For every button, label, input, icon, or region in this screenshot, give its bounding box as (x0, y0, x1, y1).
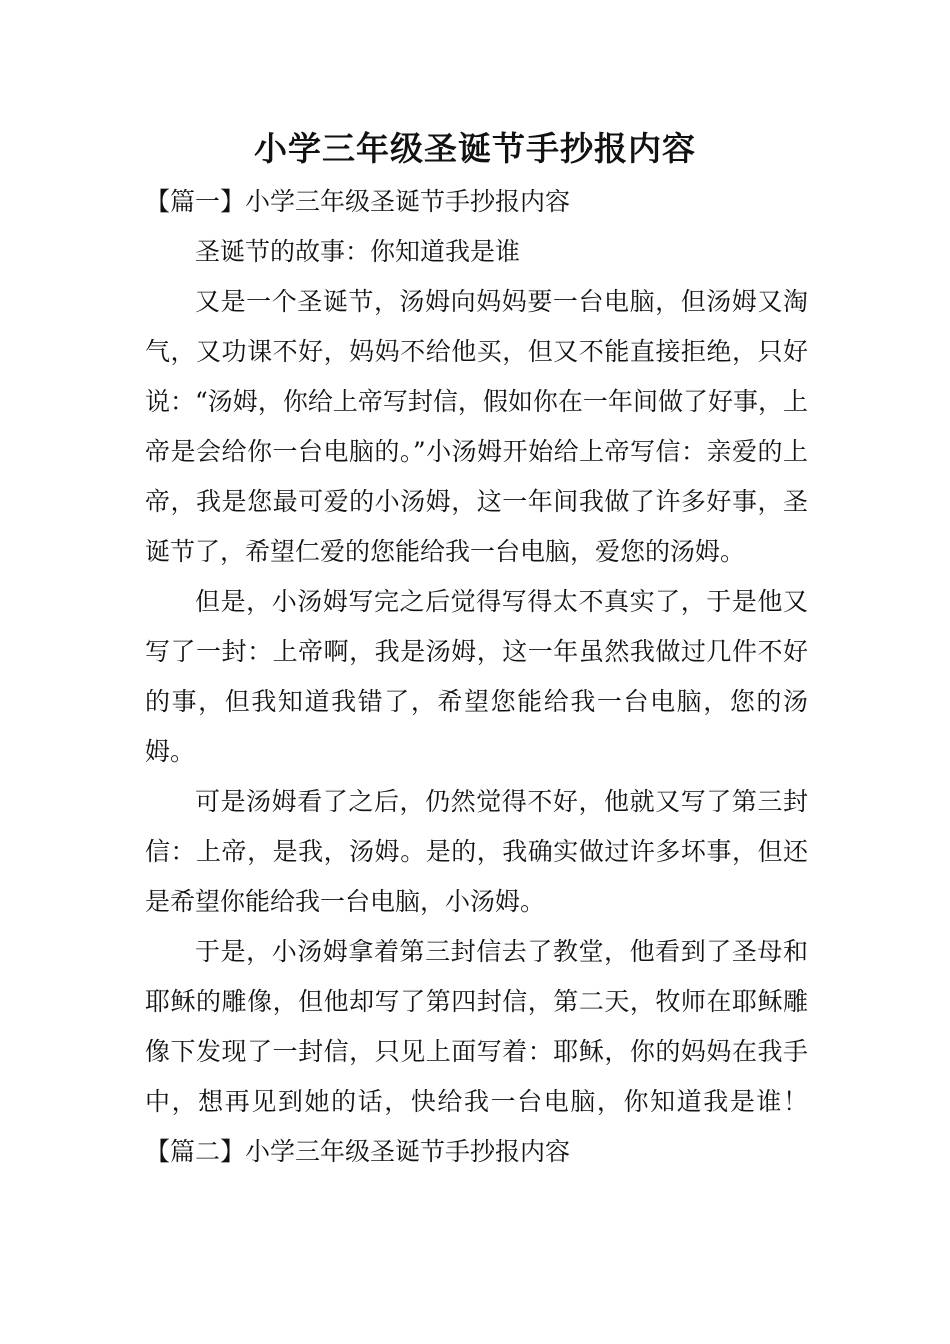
paragraph: 可是汤姆看了之后，仍然觉得不好，他就又写了第三封信：上帝，是我，汤姆。是的，我确实做过许多坏事，但还是希望你能给我一台电脑，小汤姆。 (145, 787, 808, 916)
document-body (145, 177, 808, 1177)
section-heading: 【篇一】小学三年级圣诞节手抄报内容 (145, 187, 571, 216)
story-subtitle: 圣诞节的故事：你知道我是谁 (195, 237, 521, 266)
document-title: 小学三年级圣诞节手抄报内容 (254, 129, 696, 168)
paragraph: 但是，小汤姆写完之后觉得写得太不真实了，于是他又写了一封：上帝啊，我是汤姆，这一年虽然我做过几件不好的事，但我知道我错了，希望您能给我一台电脑，您的汤姆。 (145, 587, 808, 766)
paragraph: 于是，小汤姆拿着第三封信去了教堂，他看到了圣母和耶稣的雕像，但他却写了第四封信，第二天，牧师在耶稣雕像下发现了一封信，只见上面写着：耶稣，你的妈妈在我手中，想再见到她的话，快给我一台电脑，你知道我是谁！【篇二】小学三年级圣诞节手抄报内容 (145, 937, 808, 1166)
paragraph: 又是一个圣诞节，汤姆向妈妈要一台电脑，但汤姆又淘气，又功课不好，妈妈不给他买，但又不能直接拒绝，只好说：“汤姆，你给上帝写封信，假如你在一年间做了好事，上帝是会给你一台电脑的。”小汤姆开始给上帝写信：亲爱的上帝，我是您最可爱的小汤姆，这一年间我做了许多好事，圣诞节了，希望仁爱的您能给我一台电脑，爱您的汤姆。 (145, 287, 808, 566)
